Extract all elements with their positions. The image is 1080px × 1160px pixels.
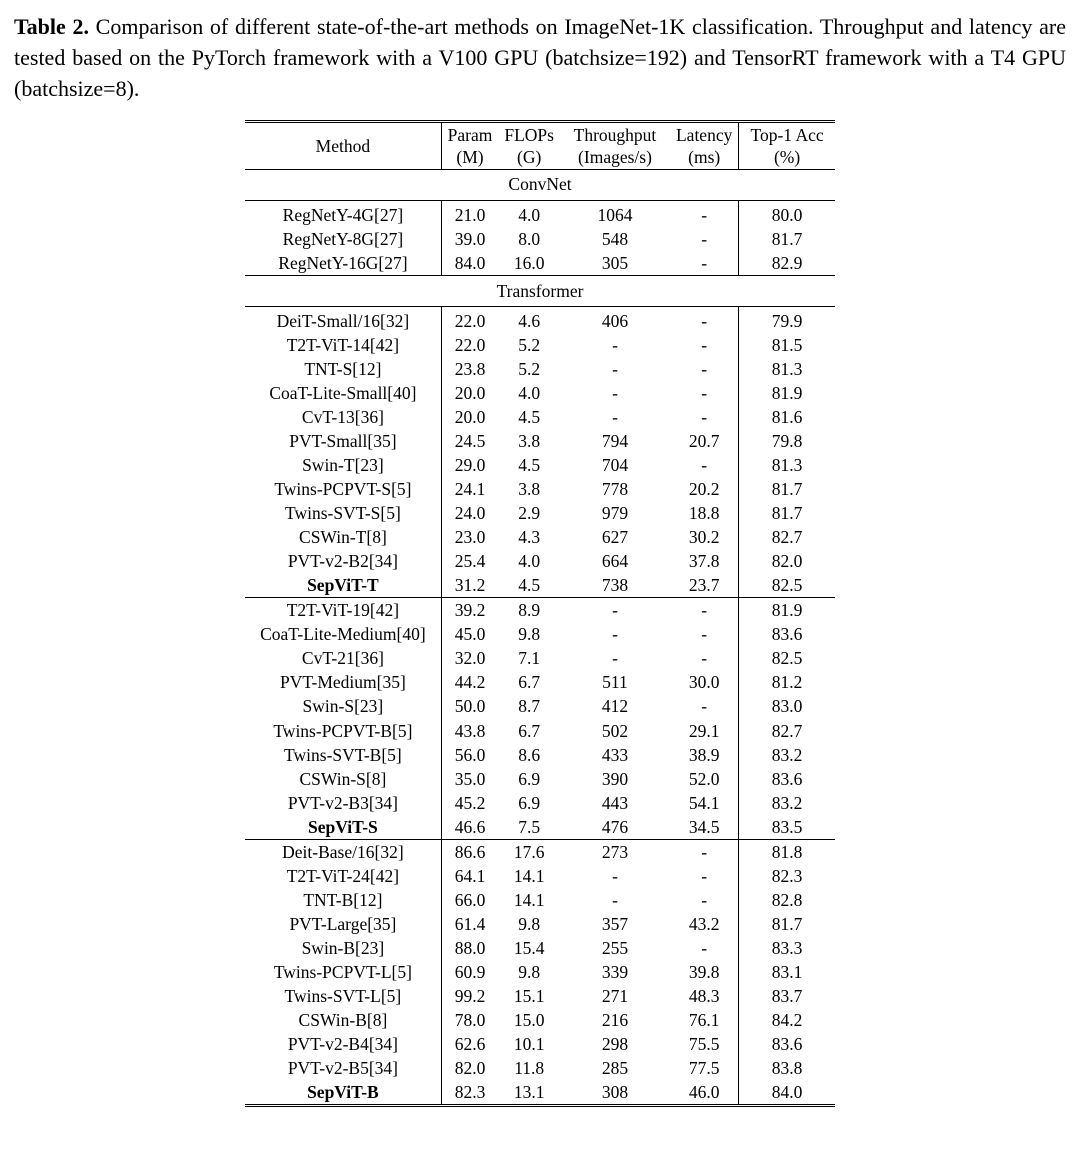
- table-row: [245, 1080, 835, 1106]
- value-cell-throughput: -: [612, 648, 618, 669]
- method-cell: TNT-B[12]: [303, 889, 383, 910]
- table-row: [245, 888, 835, 912]
- table-row: [245, 453, 835, 477]
- method-cell: CvT-21[36]: [301, 648, 384, 669]
- value-cell-throughput: 255: [601, 937, 629, 958]
- method-cell: PVT-Large[35]: [289, 913, 397, 934]
- table-row: [245, 694, 835, 718]
- value-cell-param: 61.4: [441, 912, 498, 936]
- value-cell-flops: 14.1: [513, 889, 545, 910]
- value-cell-param: 45.2: [441, 791, 498, 815]
- value-cell-flops: 7.5: [518, 816, 541, 837]
- value-cell-param: 62.6: [441, 1032, 498, 1056]
- value-cell-latency: -: [701, 228, 708, 249]
- method-cell: SepViT-S: [308, 816, 378, 837]
- value-cell-param: 25.4: [441, 549, 498, 573]
- method-cell: Twins-PCPVT-B[5]: [273, 720, 413, 741]
- method-cell: PVT-v2-B3[34]: [287, 792, 398, 813]
- value-cell-throughput: -: [612, 865, 618, 886]
- value-cell-flops: 10.1: [513, 1034, 545, 1055]
- table-row: [245, 573, 835, 598]
- value-cell-latency: 38.9: [688, 744, 720, 765]
- method-cell: PVT-Medium[35]: [280, 672, 406, 693]
- value-cell-param: 39.2: [441, 598, 498, 623]
- value-cell-flops: 4.3: [518, 527, 541, 548]
- value-cell-latency: -: [701, 624, 708, 645]
- value-cell-latency: -: [701, 889, 708, 910]
- value-cell-param: 46.6: [441, 815, 498, 840]
- value-cell-param: 99.2: [441, 984, 498, 1008]
- method-cell: T2T-ViT-14[42]: [286, 334, 400, 355]
- value-cell-param: 29.0: [441, 453, 498, 477]
- value-cell-top1-acc: 82.8: [739, 888, 835, 912]
- value-cell-flops: 16.0: [513, 252, 545, 273]
- value-cell-flops: 4.6: [518, 310, 541, 331]
- value-cell-flops: 11.8: [514, 1058, 545, 1079]
- value-cell-flops: 8.7: [518, 696, 541, 717]
- value-cell-param: 24.1: [441, 477, 498, 501]
- value-cell-param: 64.1: [441, 864, 498, 888]
- table-row: [245, 227, 835, 251]
- value-cell-top1-acc: 81.7: [739, 501, 835, 525]
- value-cell-param: 39.0: [441, 227, 498, 251]
- value-cell-flops: 4.0: [518, 382, 541, 403]
- column-header-top1-acc: Top-1 Acc (%): [739, 122, 835, 170]
- table-row: [245, 646, 835, 670]
- table-row: [245, 839, 835, 864]
- table-row: [245, 767, 835, 791]
- value-cell-top1-acc: 83.1: [739, 960, 835, 984]
- table-row: [245, 960, 835, 984]
- value-cell-top1-acc: 81.3: [739, 453, 835, 477]
- table-row: [245, 815, 835, 840]
- value-cell-throughput: 273: [601, 841, 629, 862]
- value-cell-latency: 18.8: [688, 503, 720, 524]
- method-cell: RegNetY-4G[27]: [282, 204, 404, 225]
- value-cell-latency: -: [701, 252, 708, 273]
- value-cell-param: 24.0: [441, 501, 498, 525]
- method-cell: Twins-SVT-L[5]: [284, 986, 402, 1007]
- value-cell-top1-acc: 81.8: [739, 839, 835, 864]
- value-cell-flops: 15.0: [513, 1010, 545, 1031]
- column-header-param: Param (M): [441, 122, 498, 170]
- value-cell-latency: 43.2: [688, 913, 720, 934]
- value-cell-throughput: 548: [601, 228, 629, 249]
- table-row: [245, 549, 835, 573]
- value-cell-top1-acc: 81.2: [739, 670, 835, 694]
- table-row: [245, 622, 835, 646]
- value-cell-top1-acc: 82.5: [739, 573, 835, 598]
- value-cell-throughput: 433: [601, 744, 629, 765]
- value-cell-throughput: 1064: [597, 204, 633, 225]
- value-cell-param: 43.8: [441, 719, 498, 743]
- table-row: [245, 670, 835, 694]
- value-cell-throughput: 476: [601, 816, 629, 837]
- value-cell-param: 84.0: [441, 251, 498, 276]
- value-cell-top1-acc: 83.2: [739, 743, 835, 767]
- header-row: [245, 122, 835, 170]
- column-header-flops: FLOPs (G): [504, 125, 554, 168]
- value-cell-latency: 54.1: [688, 792, 720, 813]
- table-caption-text: Comparison of different state-of-the-art methods on ImageNet-1K classification. Throughput and latency are tested based on the PyTorch framework with a V100 GPU (batchsize=192) and TensorRT framework with a T4 GPU (batchsize=8).: [14, 14, 1066, 101]
- value-cell-param: 78.0: [441, 1008, 498, 1032]
- value-cell-param: 21.0: [441, 200, 498, 227]
- results-table: [245, 120, 835, 1107]
- value-cell-latency: 75.5: [688, 1034, 720, 1055]
- value-cell-throughput: 511: [602, 672, 628, 693]
- value-cell-latency: -: [701, 865, 708, 886]
- value-cell-throughput: 390: [601, 768, 629, 789]
- value-cell-throughput: 627: [601, 527, 629, 548]
- table-row: [245, 501, 835, 525]
- table-row: [245, 912, 835, 936]
- value-cell-flops: 6.9: [518, 768, 541, 789]
- value-cell-flops: 4.0: [518, 551, 541, 572]
- value-cell-flops: 6.7: [518, 720, 541, 741]
- value-cell-throughput: 704: [601, 455, 629, 475]
- value-cell-top1-acc: 83.2: [739, 791, 835, 815]
- value-cell-flops: 17.6: [513, 841, 545, 862]
- value-cell-throughput: 357: [601, 913, 629, 934]
- value-cell-throughput: 412: [601, 696, 629, 717]
- value-cell-latency: 48.3: [688, 986, 720, 1007]
- value-cell-latency: -: [701, 600, 708, 621]
- method-cell: PVT-v2-B4[34]: [287, 1034, 398, 1055]
- method-cell: CSWin-T[8]: [299, 527, 387, 548]
- value-cell-latency: -: [701, 204, 708, 225]
- table-caption: [14, 12, 1066, 104]
- table-row: [245, 1008, 835, 1032]
- value-cell-top1-acc: 82.0: [739, 549, 835, 573]
- value-cell-throughput: -: [612, 624, 618, 645]
- value-cell-flops: 8.6: [518, 744, 541, 765]
- value-cell-latency: -: [701, 310, 708, 331]
- value-cell-flops: 9.8: [518, 961, 541, 982]
- value-cell-flops: 15.1: [513, 986, 545, 1007]
- value-cell-flops: 6.9: [518, 792, 541, 813]
- value-cell-throughput: -: [612, 334, 618, 355]
- value-cell-top1-acc: 84.2: [739, 1008, 835, 1032]
- method-cell: SepViT-T: [307, 575, 379, 596]
- method-cell: CvT-13[36]: [301, 406, 384, 427]
- value-cell-flops: 15.4: [513, 937, 545, 958]
- value-cell-param: 24.5: [441, 429, 498, 453]
- value-cell-top1-acc: 81.3: [739, 357, 835, 381]
- value-cell-top1-acc: 81.7: [739, 912, 835, 936]
- value-cell-top1-acc: 79.9: [739, 306, 835, 333]
- value-cell-throughput: -: [612, 358, 618, 379]
- method-cell: Twins-PCPVT-L[5]: [273, 961, 412, 982]
- method-cell: Twins-SVT-S[5]: [285, 503, 401, 524]
- value-cell-top1-acc: 83.0: [739, 694, 835, 718]
- value-cell-latency: 77.5: [688, 1058, 720, 1079]
- value-cell-latency: 23.7: [688, 575, 720, 596]
- value-cell-param: 31.2: [441, 573, 498, 598]
- value-cell-param: 88.0: [441, 936, 498, 960]
- value-cell-flops: 4.5: [518, 575, 541, 596]
- results-table-header: [245, 122, 835, 170]
- method-cell: CSWin-S[8]: [299, 768, 387, 789]
- method-cell: PVT-v2-B5[34]: [287, 1058, 398, 1079]
- table-row: [245, 719, 835, 743]
- value-cell-throughput: 664: [601, 551, 629, 572]
- value-cell-param: 82.0: [441, 1056, 498, 1080]
- value-cell-param: 35.0: [441, 767, 498, 791]
- column-header-method: Method: [315, 136, 371, 157]
- value-cell-param: 20.0: [441, 381, 498, 405]
- value-cell-latency: 52.0: [688, 768, 720, 789]
- value-cell-param: 82.3: [441, 1080, 498, 1106]
- value-cell-flops: 14.1: [513, 865, 545, 886]
- value-cell-flops: 6.7: [518, 672, 541, 693]
- table-row: [245, 333, 835, 357]
- value-cell-top1-acc: 82.7: [739, 719, 835, 743]
- value-cell-flops: 9.8: [518, 624, 541, 645]
- table-row: [245, 405, 835, 429]
- table-row: [245, 357, 835, 381]
- value-cell-top1-acc: 79.8: [739, 429, 835, 453]
- method-cell: PVT-Small[35]: [289, 430, 397, 451]
- table-caption-label: Table 2.: [14, 14, 89, 39]
- value-cell-latency: -: [701, 696, 708, 717]
- method-cell: RegNetY-16G[27]: [278, 252, 408, 273]
- method-cell: Deit-Base/16[32]: [282, 841, 404, 862]
- method-cell: RegNetY-8G[27]: [282, 228, 404, 249]
- table-row: [245, 381, 835, 405]
- value-cell-param: 23.0: [441, 525, 498, 549]
- value-cell-throughput: 298: [601, 1034, 629, 1055]
- value-cell-latency: -: [701, 358, 708, 379]
- section-title: ConvNet: [508, 174, 572, 195]
- value-cell-latency: 30.2: [688, 527, 720, 548]
- value-cell-throughput: 285: [601, 1058, 629, 1079]
- section-title: Transformer: [496, 280, 584, 301]
- value-cell-top1-acc: 82.5: [739, 646, 835, 670]
- table-row: [245, 200, 835, 227]
- table-row: [245, 864, 835, 888]
- method-cell: CSWin-B[8]: [298, 1010, 388, 1031]
- value-cell-top1-acc: 82.7: [739, 525, 835, 549]
- table-row: [245, 791, 835, 815]
- column-header-throughput: Throughput (Images/s): [573, 125, 657, 168]
- table-row: [245, 429, 835, 453]
- method-cell: Twins-SVT-B[5]: [284, 744, 402, 765]
- value-cell-latency: 29.1: [688, 720, 720, 741]
- value-cell-flops: 13.1: [513, 1082, 545, 1103]
- method-cell: T2T-ViT-19[42]: [286, 600, 400, 621]
- value-cell-top1-acc: 81.7: [739, 227, 835, 251]
- value-cell-top1-acc: 83.8: [739, 1056, 835, 1080]
- section-row-transformer: [245, 275, 835, 306]
- value-cell-param: 23.8: [441, 357, 498, 381]
- value-cell-throughput: 305: [601, 252, 629, 273]
- method-cell: SepViT-B: [307, 1082, 379, 1103]
- value-cell-flops: 3.8: [518, 430, 541, 451]
- method-cell: Swin-S[23]: [302, 696, 384, 717]
- table-row: [245, 306, 835, 333]
- value-cell-latency: 37.8: [688, 551, 720, 572]
- value-cell-top1-acc: 84.0: [739, 1080, 835, 1106]
- value-cell-param: 60.9: [441, 960, 498, 984]
- value-cell-top1-acc: 82.9: [739, 251, 835, 276]
- value-cell-param: 44.2: [441, 670, 498, 694]
- value-cell-top1-acc: 83.3: [739, 936, 835, 960]
- value-cell-param: 66.0: [441, 888, 498, 912]
- value-cell-top1-acc: 83.6: [739, 1032, 835, 1056]
- value-cell-top1-acc: 82.3: [739, 864, 835, 888]
- value-cell-flops: 9.8: [518, 913, 541, 934]
- value-cell-top1-acc: 81.6: [739, 405, 835, 429]
- method-cell: DeiT-Small/16[32]: [276, 310, 410, 331]
- table-row: [245, 598, 835, 623]
- value-cell-top1-acc: 81.9: [739, 598, 835, 623]
- method-cell: TNT-S[12]: [304, 358, 382, 379]
- value-cell-throughput: -: [612, 406, 618, 427]
- results-table-body: [245, 170, 835, 1106]
- value-cell-top1-acc: 83.6: [739, 767, 835, 791]
- value-cell-throughput: 308: [601, 1082, 629, 1103]
- value-cell-top1-acc: 80.0: [739, 200, 835, 227]
- table-row: [245, 251, 835, 276]
- value-cell-throughput: 443: [601, 792, 629, 813]
- value-cell-flops: 5.2: [518, 358, 541, 379]
- value-cell-flops: 2.9: [518, 503, 541, 524]
- value-cell-latency: 20.7: [688, 430, 720, 451]
- value-cell-top1-acc: 83.6: [739, 622, 835, 646]
- value-cell-throughput: -: [612, 600, 618, 621]
- table-row: [245, 525, 835, 549]
- table-row: [245, 1056, 835, 1080]
- method-cell: Swin-T[23]: [302, 455, 384, 475]
- table-row: [245, 477, 835, 501]
- method-cell: PVT-v2-B2[34]: [287, 551, 398, 572]
- table-row: [245, 984, 835, 1008]
- value-cell-top1-acc: 81.7: [739, 477, 835, 501]
- value-cell-param: 20.0: [441, 405, 498, 429]
- value-cell-latency: 34.5: [688, 816, 720, 837]
- value-cell-top1-acc: 83.5: [739, 815, 835, 840]
- value-cell-throughput: 502: [601, 720, 629, 741]
- value-cell-latency: -: [701, 334, 708, 355]
- value-cell-throughput: -: [612, 889, 618, 910]
- value-cell-throughput: 778: [601, 479, 629, 500]
- value-cell-flops: 3.8: [518, 479, 541, 500]
- value-cell-latency: -: [701, 455, 708, 475]
- value-cell-latency: -: [701, 648, 708, 669]
- value-cell-throughput: 406: [601, 310, 629, 331]
- value-cell-flops: 4.5: [518, 455, 541, 475]
- table-row: [245, 1032, 835, 1056]
- table-row: [245, 936, 835, 960]
- table-row: [245, 743, 835, 767]
- value-cell-flops: 8.9: [518, 600, 541, 621]
- value-cell-flops: 8.0: [518, 228, 541, 249]
- value-cell-latency: -: [701, 937, 708, 958]
- value-cell-throughput: -: [612, 382, 618, 403]
- value-cell-throughput: 738: [601, 575, 629, 596]
- value-cell-latency: 76.1: [688, 1010, 720, 1031]
- value-cell-throughput: 339: [601, 961, 629, 982]
- value-cell-param: 86.6: [441, 839, 498, 864]
- value-cell-latency: -: [701, 382, 708, 403]
- value-cell-param: 22.0: [441, 306, 498, 333]
- value-cell-top1-acc: 83.7: [739, 984, 835, 1008]
- value-cell-top1-acc: 81.5: [739, 333, 835, 357]
- section-row-convnet: [245, 170, 835, 200]
- value-cell-latency: -: [701, 841, 708, 862]
- value-cell-latency: 20.2: [688, 479, 720, 500]
- value-cell-throughput: 979: [601, 503, 629, 524]
- value-cell-param: 45.0: [441, 622, 498, 646]
- value-cell-param: 50.0: [441, 694, 498, 718]
- value-cell-top1-acc: 81.9: [739, 381, 835, 405]
- method-cell: T2T-ViT-24[42]: [286, 865, 400, 886]
- method-cell: Twins-PCPVT-S[5]: [274, 479, 412, 500]
- value-cell-latency: 39.8: [688, 961, 720, 982]
- method-cell: CoaT-Lite-Small[40]: [269, 382, 417, 403]
- column-header-latency: Latency (ms): [675, 125, 733, 168]
- method-cell: Swin-B[23]: [301, 937, 385, 958]
- value-cell-flops: 5.2: [518, 334, 541, 355]
- value-cell-latency: 46.0: [688, 1082, 720, 1103]
- value-cell-throughput: 216: [601, 1010, 629, 1031]
- value-cell-param: 56.0: [441, 743, 498, 767]
- value-cell-throughput: 271: [601, 986, 629, 1007]
- value-cell-flops: 7.1: [518, 648, 541, 669]
- value-cell-param: 22.0: [441, 333, 498, 357]
- value-cell-throughput: 794: [601, 430, 629, 451]
- method-cell: CoaT-Lite-Medium[40]: [260, 624, 426, 645]
- value-cell-latency: -: [701, 406, 708, 427]
- value-cell-flops: 4.0: [518, 204, 541, 225]
- value-cell-flops: 4.5: [518, 406, 541, 427]
- value-cell-latency: 30.0: [688, 672, 720, 693]
- value-cell-param: 32.0: [441, 646, 498, 670]
